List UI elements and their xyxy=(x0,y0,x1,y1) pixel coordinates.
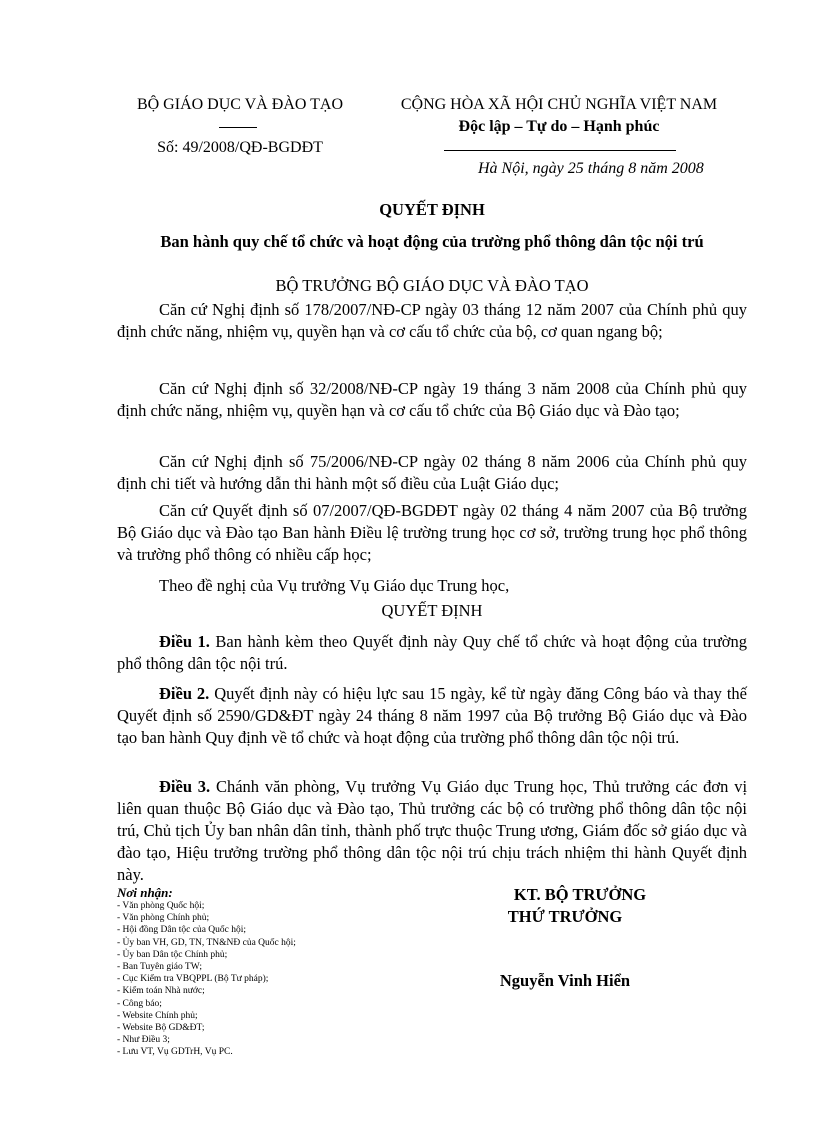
recipient-item: - Kiểm toán Nhà nước; xyxy=(117,986,205,997)
motto-underline xyxy=(444,150,676,151)
document-title: QUYẾT ĐỊNH xyxy=(379,200,485,219)
recipient-item: - Như Điều 3; xyxy=(117,1035,170,1046)
decision-heading: QUYẾT ĐỊNH xyxy=(381,601,483,620)
recipients-list xyxy=(117,885,296,1059)
recipient-item: - Cục Kiểm tra VBQPPL (Bộ Tư pháp); xyxy=(117,974,269,985)
republic-name: CỘNG HÒA XÃ HỘI CHỦ NGHĨA VIỆT NAM xyxy=(400,96,718,113)
recipient-item: - Lưu VT, Vụ GDTrH, Vụ PC. xyxy=(117,1047,233,1058)
article-2: Điều 2. Quyết định này có hiệu lực sau 15 ngày, kể từ ngày đăng Công báo và thay thế Quyết định số 2590/GD&ĐT ngày 24 tháng 8 năm 1997 của Bộ trưởng Bộ Giáo dục và Đào tạo ban hành Quy định về tổ chức và hoạt động của trường phổ thông dân tộc nội trú. xyxy=(117,684,748,747)
recipients-label: Nơi nhận: xyxy=(117,885,173,900)
document-subtitle: Ban hành quy chế tổ chức và hoạt động của trường phổ thông dân tộc nội trú xyxy=(160,232,704,251)
recipient-item: - Ủy ban VH, GD, TN, TN&NĐ của Quốc hội; xyxy=(117,937,296,948)
recipient-item: - Ủy ban Dân tộc Chính phủ; xyxy=(117,949,228,960)
recipient-item: - Website Chính phủ; xyxy=(117,1010,198,1021)
recipient-item: - Công báo; xyxy=(117,998,162,1009)
preamble-item: Căn cứ Nghị định số 75/2006/NĐ-CP ngày 02 tháng 8 năm 2006 của Chính phủ quy định chi tiết và hướng dẫn thi hành một số điều của Luật Giáo dục; xyxy=(117,452,747,493)
recipient-item: - Hội đồng Dân tộc của Quốc hội; xyxy=(117,925,247,936)
signature-title-1: KT. BỘ TRƯỞNG xyxy=(513,885,647,904)
article-1: Điều 1. Ban hành kèm theo Quyết định này Quy chế tổ chức và hoạt động của trường phổ thông dân tộc nội trú. xyxy=(117,632,748,673)
recipient-item: - Văn phòng Quốc hội; xyxy=(117,901,205,911)
recipient-item: - Website Bộ GD&ĐT; xyxy=(117,1023,205,1034)
preamble-item: Theo đề nghị của Vụ trưởng Vụ Giáo dục Trung học, xyxy=(159,576,510,595)
issuing-authority: BỘ TRƯỞNG BỘ GIÁO DỤC VÀ ĐÀO TẠO xyxy=(275,276,589,295)
ministry-underline xyxy=(219,127,257,128)
article-3: Điều 3. Chánh văn phòng, Vụ trưởng Vụ Giáo dục Trung học, Thủ trưởng các đơn vị liên quan thuộc Bộ Giáo dục và Đào tạo, Thủ trưởng các bộ có trường phổ thông dân tộc nội trú, Chủ tịch Ủy ban nhân dân tỉnh, thành phố trực thuộc Trung ương, Giám đốc sở giáo dục và đào tạo, Hiệu trưởng trường phổ thông dân tộc nội trú chịu trách nhiệm thi hành Quyết định này. xyxy=(117,777,748,884)
ministry-name: BỘ GIÁO DỤC VÀ ĐÀO TẠO xyxy=(136,96,344,113)
signature-title-2: THỨ TRƯỞNG xyxy=(507,907,623,926)
document-number: Số: 49/2008/QĐ-BGDĐT xyxy=(157,139,323,156)
signer-name: Nguyễn Vinh Hiển xyxy=(499,971,631,990)
preamble-item: Căn cứ Nghị định số 178/2007/NĐ-CP ngày 03 tháng 12 năm 2007 của Chính phủ quy định chức năng, nhiệm vụ, quyền hạn và cơ cấu tổ chức của bộ, cơ quan ngang bộ; xyxy=(117,300,747,341)
recipient-item: - Văn phòng Chính phủ; xyxy=(117,913,210,924)
recipient-item: - Ban Tuyên giáo TW; xyxy=(117,962,202,973)
preamble-item: Căn cứ Quyết định số 07/2007/QĐ-BGDĐT ngày 02 tháng 4 năm 2007 của Bộ trưởng Bộ Giáo dục và Đào tạo Ban hành Điều lệ trường trung học cơ sở, trường trung học phổ thông và trường phổ thông có nhiều cấp học; xyxy=(117,501,747,564)
preamble-item: Căn cứ Nghị định số 32/2008/NĐ-CP ngày 19 tháng 3 năm 2008 của Chính phủ quy định chức năng, nhiệm vụ, quyền hạn và cơ cấu tổ chức của Bộ Giáo dục và Đào tạo; xyxy=(117,379,747,420)
national-motto: Độc lập – Tự do – Hạnh phúc xyxy=(458,118,660,135)
place-date: Hà Nội, ngày 25 tháng 8 năm 2008 xyxy=(478,160,704,177)
